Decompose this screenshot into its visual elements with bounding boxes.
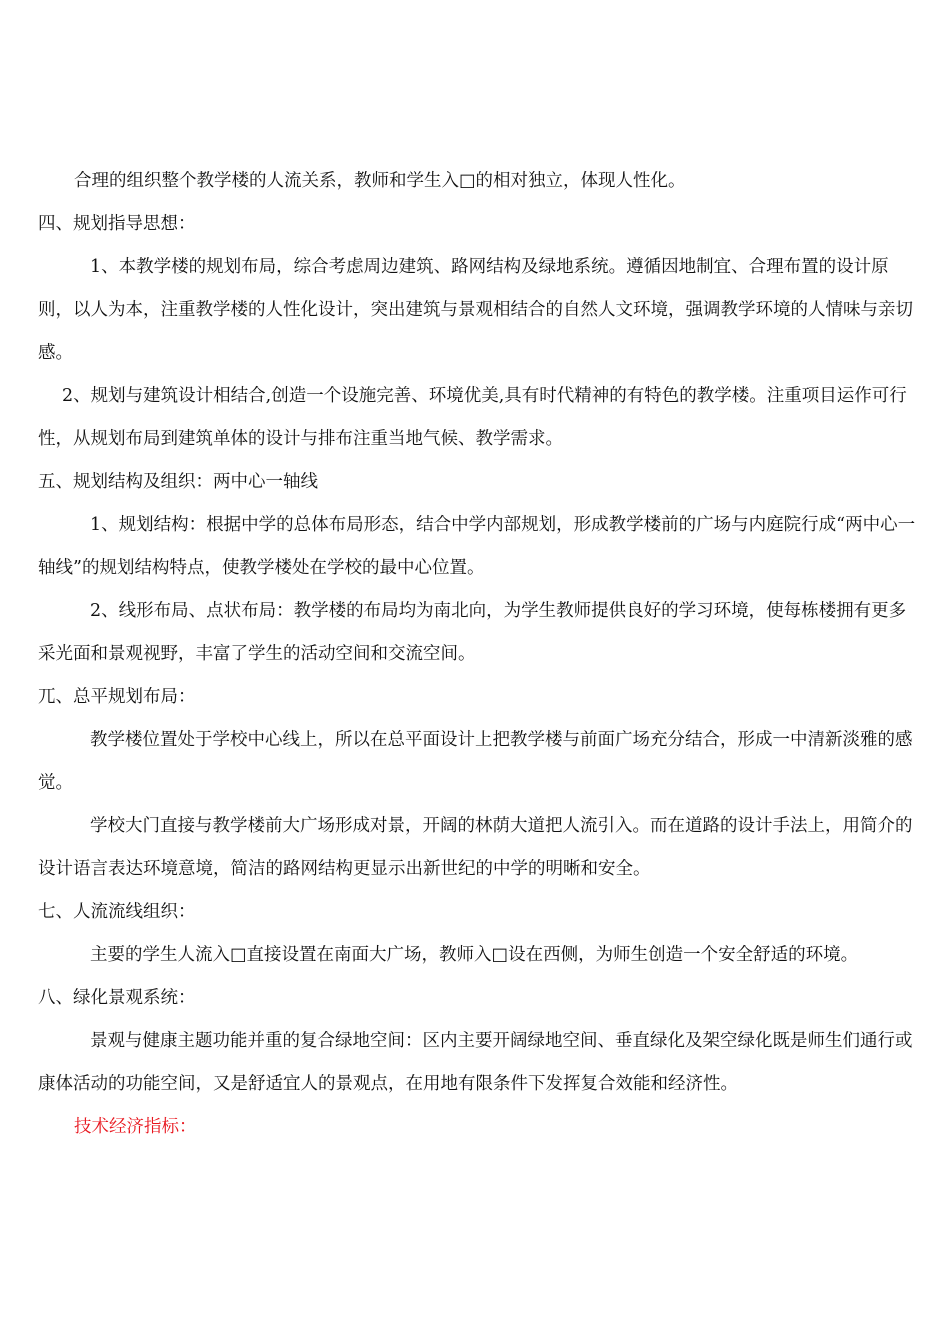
heading-landscape-system: 八、绿化景观系统： [38,988,196,1008]
paragraph-landscape-system: 景观与健康主题功能并重的复合绿地空间：区内主要开阔绿地空间、垂直绿化及架空绿化既是师生们通行或康体活动的功能空间，又是舒适宜人的景观点，在用地有限条件下发挥复合效能和经济性。 [38,1031,913,1094]
paragraph-master-plan-2: 学校大门直接与教学楼前大广场形成对景，开阔的林荫大道把人流引入。而在道路的设计手法上，用简介的设计语言表达环境意境，简洁的路网结构更显示出新世纪的中学的明晰和安全。 [38,816,913,879]
paragraph-master-plan-1: 教学楼位置处于学校中心线上，所以在总平面设计上把教学楼与前面广场充分结合，形成一中清新淡雅的感觉。 [38,730,913,793]
heading-planning-structure: 五、规划结构及组织：两中心一轴线 [38,472,318,492]
heading-master-plan: 兀、总平规划布局： [38,687,196,707]
paragraph-structure-1: 1、规划结构：根据中学的总体布局形态，结合中学内部规划，形成教学楼前的广场与内庭院行成“两中心一轴线”的规划结构特点，使教学楼处在学校的最中心位置。 [38,515,916,578]
paragraph-guidance-2: 2、规划与建筑设计相结合,创造一个设施完善、环境优美,具有时代精神的有特色的教学楼。注重项目运作可行性，从规划布局到建筑单体的设计与排布注重当地气候、教学需求。 [38,386,907,449]
heading-technical-indicators: 技术经济指标： [74,1117,197,1137]
heading-planning-guidance: 四、规划指导思想： [38,214,196,234]
paragraph-flow-relations: 合理的组织整个教学楼的人流关系，教师和学生入□的相对独立，体现人性化。 [74,171,686,191]
document-page [38,160,922,1149]
paragraph-pedestrian-flow: 主要的学生人流入□直接设置在南面大广场，教师入□设在西侧，为师生创造一个安全舒适的环境。 [90,945,859,965]
paragraph-guidance-1: 1、本教学楼的规划布局，综合考虑周边建筑、路网结构及绿地系统。遵循因地制宜、合理布置的设计原则，以人为本，注重教学楼的人性化设计，突出建筑与景观相结合的自然人文环境，强调教学环境的人情味与亲切感。 [38,257,913,363]
heading-pedestrian-flow: 七、人流流线组织： [38,902,196,922]
paragraph-structure-2: 2、线形布局、点状布局：教学楼的布局均为南北向，为学生教师提供良好的学习环境，使每栋楼拥有更多采光面和景观视野，丰富了学生的活动空间和交流空间。 [38,601,907,664]
